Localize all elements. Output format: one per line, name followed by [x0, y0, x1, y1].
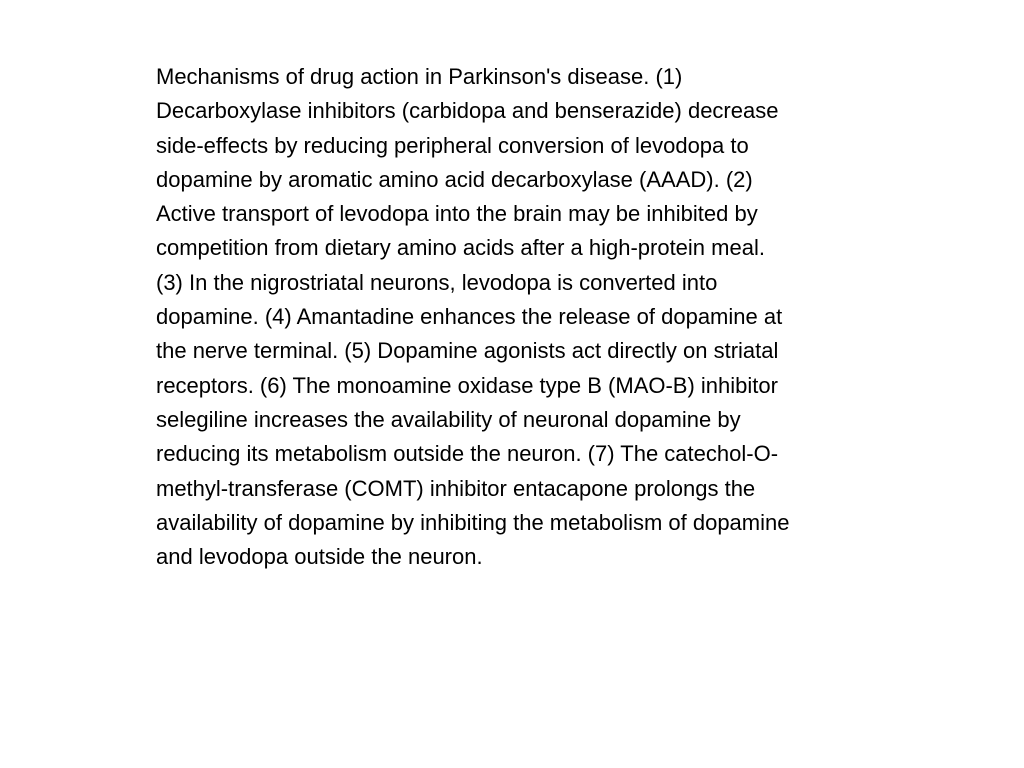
caption-line: the nerve terminal. (5) Dopamine agonists act directly on striatal	[156, 338, 779, 364]
caption-line: selegiline increases the availability of neuronal dopamine by	[156, 406, 741, 432]
caption-text	[156, 60, 946, 574]
caption-line: Mechanisms of drug action in Parkinson's disease. (1)	[156, 64, 683, 89]
caption-line: availability of dopamine by inhibiting the metabolism of dopamine	[156, 509, 790, 535]
caption-line: dopamine. (4) Amantadine enhances the release of dopamine at	[156, 304, 783, 330]
caption-line: competition from dietary amino acids after a high-protein meal.	[156, 235, 765, 261]
caption-line: Decarboxylase inhibitors (carbidopa and benserazide) decrease	[156, 98, 779, 124]
caption-line: Active transport of levodopa into the brain may be inhibited by	[156, 201, 758, 227]
caption-line: reducing its metabolism outside the neuron. (7) The catechol-O-	[156, 441, 779, 467]
caption-line: dopamine by aromatic amino acid decarboxylase (AAAD). (2)	[156, 166, 753, 192]
caption-line: side-effects by reducing peripheral conversion of levodopa to	[156, 132, 749, 158]
caption-line: receptors. (6) The monoamine oxidase type B (MAO-B) inhibitor	[156, 372, 778, 398]
caption-line: (3) In the nigrostriatal neurons, levodopa is converted into	[156, 269, 718, 295]
caption-line: methyl-transferase (COMT) inhibitor entacapone prolongs the	[156, 475, 756, 501]
caption-line: and levodopa outside the neuron.	[156, 544, 483, 570]
